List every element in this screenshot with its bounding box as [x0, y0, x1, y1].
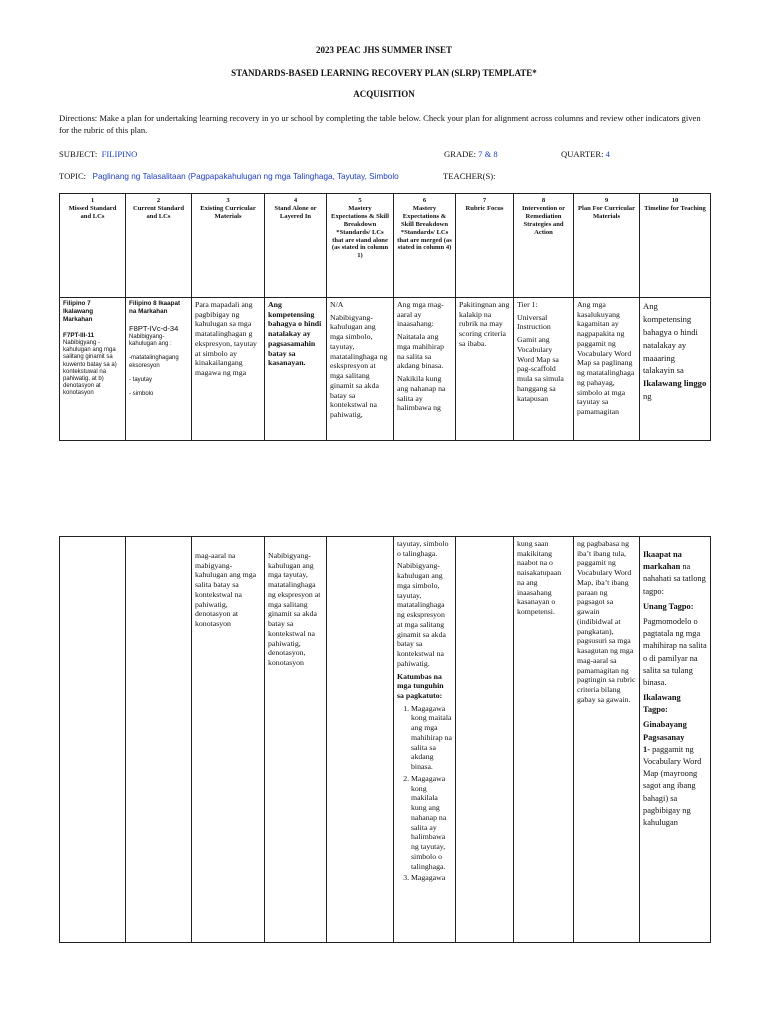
- topic-value: Paglinang ng Talasalitaan (Pagpapakahulugan ng mga Talinghaga, Tayutay, Simbolo: [92, 172, 399, 181]
- mastery-merged-cell: tayutay, simbolo o talinghaga. Nabibigyang-kahulugan ang mga simbolo, tayutay, matatalinghaga ng eskspresyon at mga salitang ginamit sa akda batay sa kontekstwal na pahiwatig. Katumbas na mga tunguhin sa pagkatuto: 1. Magagawa kong maitala ang mga mahihirap na salita sa akdang binasa. 2. Magagawa kong makilala kung ang nahanap na salita ay halimbawa ng tayutay, simbolo o talinghaga. 3. Magagawa: [394, 537, 456, 943]
- list-item: 3. Magagawa: [411, 873, 452, 883]
- rubric-focus-cell: Pakitingnan ang kalakip na rubrik na may scoring criteria sa ibaba.: [456, 298, 514, 441]
- teacher-label: TEACHER(S):: [443, 171, 496, 181]
- slrp-table-part-2: [59, 536, 711, 943]
- col-header-4: 4 Stand Alone or Layered In: [265, 194, 327, 298]
- subject-label: SUBJECT:: [59, 149, 98, 159]
- col-header-5: 5 Mastery Expectations & Skill Breakdown *Standards/ LCs that are stand alone (as stated in column 1): [327, 194, 394, 298]
- col-header-8: 8 Intervention or Remediation Strategies and Action: [514, 194, 574, 298]
- template-title: STANDARDS-BASED LEARNING RECOVERY PLAN (SLRP) TEMPLATE*: [231, 68, 537, 78]
- table-header-row: [60, 194, 711, 298]
- col-header-6: 6 Mastery Expectations & Skill Breakdown *Standards/ LCs that are merged (as stated in column 4): [394, 194, 456, 298]
- table-row: [60, 537, 711, 943]
- timeline-cell: Ang kompetensing bahagya o hindi natalakay ay maaaring talakayin sa Ikalawang linggo ng: [640, 298, 711, 441]
- intervention-cell: Tier 1: Universal Instruction Gamit ang Vocabulary Word Map sa pag-scaffold mula sa simula hanggang sa katapusan: [514, 298, 574, 441]
- grade-label: GRADE:: [444, 149, 476, 159]
- topic-label: TOPIC:: [59, 171, 87, 181]
- learning-goals-list: [397, 704, 452, 883]
- stand-alone-cell: Nabibigyang-kahulugan ang mga tayutay, matatalinghaga ng ekspresyon at mga salitang ginamit sa akda batay sa kontekstwal na pahiwatig, denotasyon, konotasyon: [265, 537, 327, 943]
- existing-materials-cell: Para mapadali ang pagbibigay ng kahulugan sa mga matatalinghagan g ekspresyon, tayutay at simbolo ay kinakailangang magawa ng mga: [192, 298, 265, 441]
- quarter-value: 4: [605, 149, 610, 159]
- missed-standard-cell: Filipino 7 Ikalawang Markahan F7PT-III-11 Nabibigyang - kahulugan ang mga salitang ginamit sa kuwento batay sa a) kontekstuwal na pahiwatig, at b) denotasyon at konotasyon: [60, 298, 126, 441]
- quarter-field: [561, 149, 610, 159]
- timeline-cell: Ikaapat na markahan na nahahati sa tatlong tagpo: Unang Tagpo: Pagmomodelo o pagtatala ng mga mahihirap na salita o di pamilyar na salita sa tulang binasa. Ikalawang Tagpo: Ginabayang Pagsasanay 1- paggamit ng Vocabulary Word Map (mayroong sagot ang ibang bahagi) sa pagbibigay ng kahulugan: [640, 537, 711, 943]
- plan-materials-cell: Ang mga kasalukuyang kagamitan ay nagpapakita ng paggamit ng Vocabulary Word Map sa paglinang ng matatalinghaga ng pahayag, simbolo at mga tayutay sa pamamagitan: [574, 298, 640, 441]
- directions-text: Directions: Make a plan for undertaking learning recovery in yo ur school by completing the table below. Check your plan for alignment across columns and review other indicators given for the rubric of this plan.: [59, 113, 701, 136]
- col-header-9: 9 Plan For Curricular Materials: [574, 194, 640, 298]
- document-title: 2023 PEAC JHS SUMMER INSET: [315, 45, 452, 55]
- stand-alone-cell: Ang kompetensing bahagya o hindi natalakay ay pagsasamahin batay sa kasanayan.: [265, 298, 327, 441]
- rubric-focus-cell: [456, 537, 514, 943]
- grade-field: [444, 149, 498, 159]
- col-header-10: 10 Timeline for Teaching: [640, 194, 711, 298]
- intervention-cell: kung saan makikitang naabot na o naisakatupaan na ang inaasahang kasanayan o kompetensi.: [514, 537, 574, 943]
- current-standard-cell: [126, 537, 192, 943]
- grade-value: 7 & 8: [478, 149, 498, 159]
- col-header-7: 7 Rubric Focus: [456, 194, 514, 298]
- subject-value: FILIPINO: [101, 149, 138, 159]
- col-header-3: 3 Existing Curricular Materials: [192, 194, 265, 298]
- quarter-label: QUARTER:: [561, 149, 604, 159]
- mastery-standalone-cell: N/A Nabibigyang-kahulugan ang mga simbolo, tayutay, matatalinghaga ng eskspresyon at mga salitang ginamit sa akda batay sa kontekstwal na pahiwatig,: [327, 298, 394, 441]
- col-header-2: 2 Current Standard and LCs: [126, 194, 192, 298]
- list-item: 1. Magagawa kong maitala ang mga mahihirap na salita sa akdang binasa.: [411, 704, 452, 772]
- list-item: 2. Magagawa kong makilala kung ang nahanap na salita ay halimbawa ng tayutay, simbolo o talinghaga.: [411, 774, 452, 871]
- col-header-1: 1 Missed Standard and LCs: [60, 194, 126, 298]
- plan-materials-cell: ng pagbabasa ng iba’t ibang tula, paggamit ng Vocabulary Word Map, iba’t ibang paraan ng pagsagot sa gawain (indibidwal at pangkatan), pagsusuri sa mga kasagutan ng mga mag-aaral sa pamamagitan ng pagtingin sa rubric criteria bilang gabay sa gawain.: [574, 537, 640, 943]
- mastery-standalone-cell: [327, 537, 394, 943]
- mastery-merged-cell: Ang mga mag-aaral ay inaasahang: Naitatala ang mga mahihirap na salita sa akdang binasa. Nakikila kung ang nahanap na salita ay halimbawa ng: [394, 298, 456, 441]
- missed-standard-cell: [60, 537, 126, 943]
- table-row: [60, 298, 711, 441]
- existing-materials-cell: mag-aaral na mabigyang-kahulugan ang mga salita batay sa kontekstwal na pahiwatig, denotasyon at konotasyon: [192, 537, 265, 943]
- current-standard-cell: Filipino 8 Ikaapat na Markahan F8PT-IVc-d-34 Nabibigyang-kahulugan ang : -matatalinghagang eksoresyon - tayutay - simbolo: [126, 298, 192, 441]
- slrp-table-part-1: [59, 193, 711, 441]
- section-title: ACQUISITION: [353, 89, 415, 99]
- subject-field: [59, 149, 137, 159]
- topic-field: [59, 171, 399, 181]
